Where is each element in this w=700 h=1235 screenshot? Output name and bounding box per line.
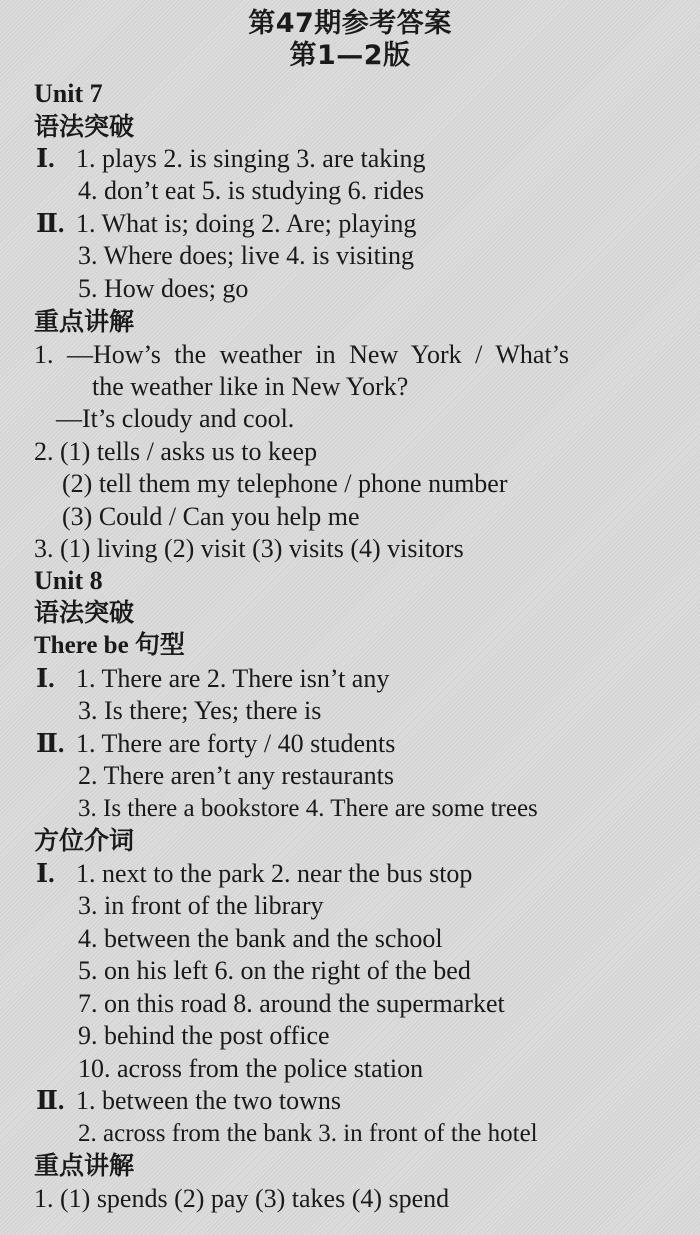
unit8-title: Unit 8 xyxy=(34,566,103,595)
unit8-points-heading: 重点讲解 xyxy=(34,1151,135,1180)
unit7-points-q2-line2: (2) tell them my telephone / phone number xyxy=(62,469,508,498)
pages-title: 第1—2版 xyxy=(289,40,411,71)
answer-text: 1. plays 2. is singing 3. are taking xyxy=(76,144,426,173)
unit7-title: Unit 7 xyxy=(34,79,103,108)
prepositions-I-line3: 4. between the bank and the school xyxy=(78,924,443,953)
there-be-heading: There be 句型 xyxy=(34,632,185,659)
prepositions-I-line6: 9. behind the post office xyxy=(78,1021,330,1050)
unit8-grammar-II-line2: 2. There aren’t any restaurants xyxy=(78,761,394,790)
section-marker: Ⅱ. xyxy=(36,729,65,758)
unit8-grammar-heading: 语法突破 xyxy=(34,598,135,627)
unit7-points-q2-line3: (3) Could / Can you help me xyxy=(62,502,360,531)
unit7-points-q1-line3: —It’s cloudy and cool. xyxy=(56,404,295,433)
answer-text: 1. next to the park 2. near the bus stop xyxy=(76,859,473,888)
unit7-points-q2-line1: 2. (1) tells / asks us to keep xyxy=(34,437,318,466)
unit7-points-q1-line2: the weather like in New York? xyxy=(92,372,409,401)
unit8-grammar-I-line1 xyxy=(36,663,389,695)
unit8-grammar-I-line2: 3. Is there; Yes; there is xyxy=(78,696,322,725)
unit7-grammar-II-line3: 5. How does; go xyxy=(78,274,249,303)
unit8-grammar-II-line3: 3. Is there a bookstore 4. There are some trees xyxy=(78,795,538,822)
unit8-points-q1: 1. (1) spends (2) pay (3) takes (4) spend xyxy=(34,1184,450,1213)
unit7-points-q1-line1: 1. —How’s the weather in New York / What’s xyxy=(34,340,570,369)
answer-text: 1. There are forty / 40 students xyxy=(76,729,396,758)
prepositions-I-line4: 5. on his left 6. on the right of the bed xyxy=(78,956,471,985)
answer-text: 1. What is; doing 2. Are; playing xyxy=(76,209,417,238)
unit7-grammar-heading: 语法突破 xyxy=(34,112,135,141)
answer-text: 1. between the two towns xyxy=(76,1086,342,1115)
unit7-points-q3: 3. (1) living (2) visit (3) visits (4) visitors xyxy=(34,534,464,563)
prepositions-I-line2: 3. in front of the library xyxy=(78,891,324,920)
unit7-grammar-I-line1 xyxy=(36,143,426,175)
header xyxy=(0,8,700,72)
section-marker: Ⅰ. xyxy=(36,859,55,888)
section-marker: Ⅰ. xyxy=(36,144,55,173)
prepositions-II-line2: 2. across from the bank 3. in front of the hotel xyxy=(78,1120,538,1147)
section-marker: Ⅱ. xyxy=(36,1086,65,1115)
prepositions-II-line1 xyxy=(36,1085,341,1117)
answer-text: 1. There are 2. There isn’t any xyxy=(76,664,390,693)
unit7-points-heading: 重点讲解 xyxy=(34,307,135,336)
prepositions-I-line1 xyxy=(36,858,472,890)
unit7-grammar-I-line2: 4. don’t eat 5. is studying 6. rides xyxy=(78,176,425,205)
section-marker: Ⅱ. xyxy=(36,209,65,238)
unit7-grammar-II-line1 xyxy=(36,208,416,240)
prepositions-I-line7: 10. across from the police station xyxy=(78,1054,424,1083)
unit8-grammar-II-line1 xyxy=(36,728,395,760)
unit7-grammar-II-line2: 3. Where does; live 4. is visiting xyxy=(78,241,415,270)
prepositions-heading: 方位介词 xyxy=(34,826,135,855)
section-marker: Ⅰ. xyxy=(36,664,55,693)
prepositions-I-line5: 7. on this road 8. around the supermarket xyxy=(78,989,505,1018)
issue-title: 第47期参考答案 xyxy=(248,8,452,39)
